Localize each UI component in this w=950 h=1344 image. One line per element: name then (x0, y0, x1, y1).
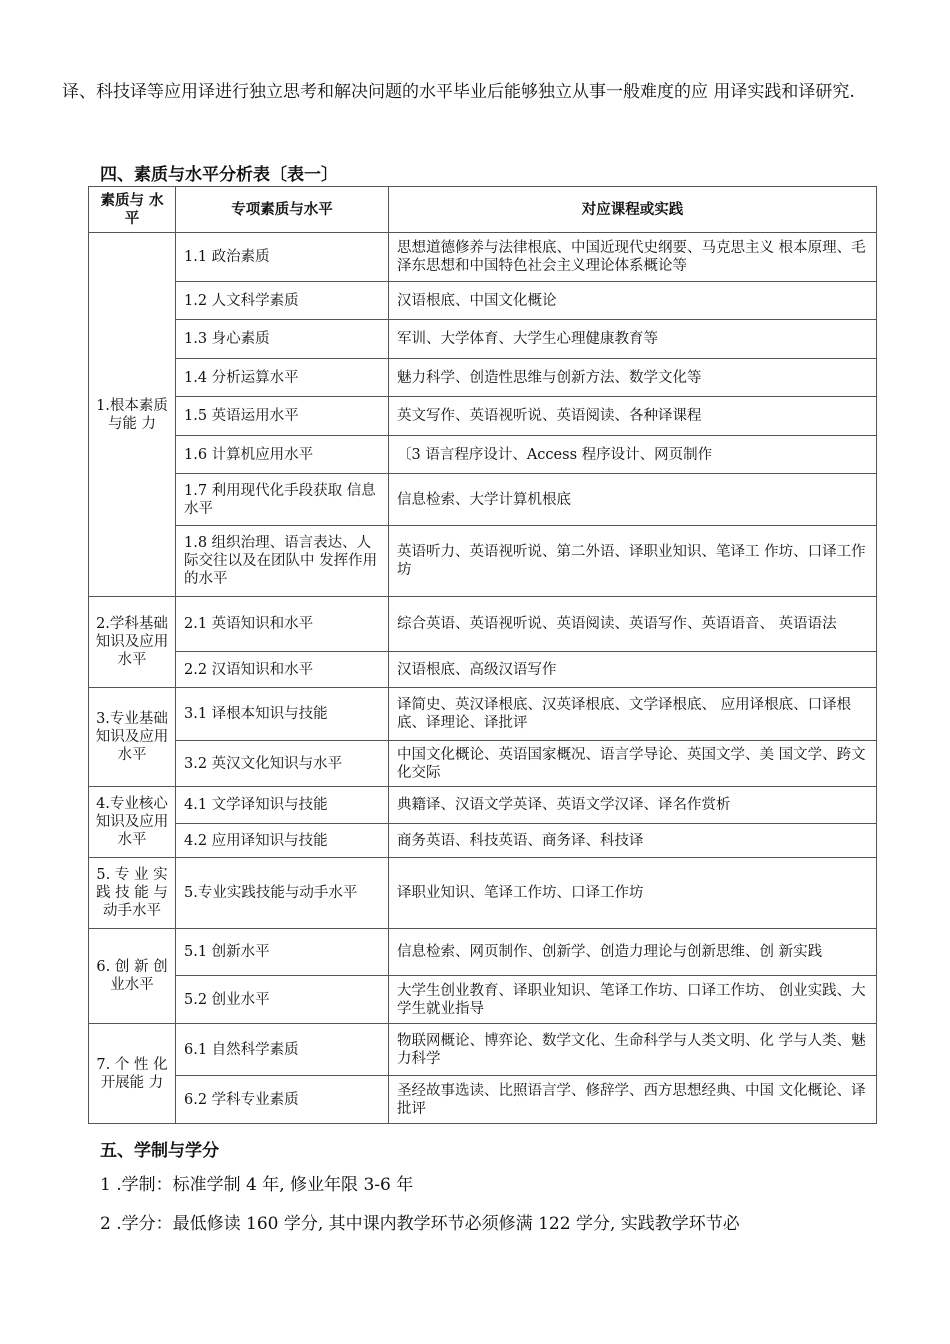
sub-quality-cell: 1.3 身心素质 (176, 320, 389, 359)
sub-quality-cell: 1.5 英语运用水平 (176, 397, 389, 436)
course-cell: 〔3 语言程序设计、Access 程序设计、网页制作 (389, 436, 877, 474)
table-row (89, 688, 877, 741)
course-cell: 译职业知识、笔译工作坊、口译工作坊 (389, 858, 877, 929)
course-cell: 英文写作、英语视听说、英语阅读、各种译课程 (389, 397, 877, 436)
sub-quality-cell: 2.2 汉语知识和水平 (176, 652, 389, 688)
sub-quality-cell: 2.1 英语知识和水平 (176, 597, 389, 652)
table-row (89, 976, 877, 1024)
course-cell: 典籍译、汉语文学英译、英语文学汉译、译名作赏析 (389, 787, 877, 824)
sub-quality-cell: 5.专业实践技能与动手水平 (176, 858, 389, 929)
sub-quality-cell: 1.2 人文科学素质 (176, 282, 389, 320)
credits-line: 2 .学分：最低修读 160 学分, 其中课内教学环节必须修满 122 学分, 实践教学环节必 (100, 1214, 740, 1234)
table-row (89, 526, 877, 597)
table-row (89, 929, 877, 976)
sub-quality-cell: 3.1 译根本知识与技能 (176, 688, 389, 741)
header-courses: 对应课程或实践 (389, 187, 877, 233)
category-cell: 1.根本素质与能 力 (89, 233, 176, 597)
course-cell: 思想道德修养与法律根底、中国近现代史纲要、马克思主义 根本原理、毛泽东思想和中国特色社会主义理论体系概论等 (389, 233, 877, 282)
table-row (89, 858, 877, 929)
intro-paragraph: 译、科技译等应用译进行独立思考和解决问题的水平毕业后能够独立从事一般难度的应 用译实践和译研究. (62, 82, 855, 102)
table-header-row (89, 187, 877, 233)
table-row (89, 282, 877, 320)
course-cell: 信息检索、大学计算机根底 (389, 474, 877, 526)
sub-quality-cell: 1.7 利用现代化手段获取 信息水平 (176, 474, 389, 526)
table-row (89, 1024, 877, 1076)
sub-quality-cell: 5.1 创新水平 (176, 929, 389, 976)
sub-quality-cell: 1.1 政治素质 (176, 233, 389, 282)
section-5-heading: 五、学制与学分 (100, 1141, 219, 1161)
table-row (89, 436, 877, 474)
course-cell: 物联网概论、博弈论、数学文化、生命科学与人类文明、化 学与人类、魅力科学 (389, 1024, 877, 1076)
sub-quality-cell: 6.1 自然科学素质 (176, 1024, 389, 1076)
course-cell: 圣经故事选读、比照语言学、修辞学、西方思想经典、中国 文化概论、译批评 (389, 1076, 877, 1124)
course-cell: 魅力科学、创造性思维与创新方法、数学文化等 (389, 359, 877, 397)
section-4-heading: 四、素质与水平分析表〔表一〕 (100, 165, 338, 185)
sub-quality-cell: 3.2 英汉文化知识与水平 (176, 741, 389, 787)
category-cell: 6. 创 新 创 业水平 (89, 929, 176, 1024)
category-cell: 5. 专 业 实 践 技 能 与 动手水平 (89, 858, 176, 929)
table-row (89, 652, 877, 688)
category-cell: 3.专业基础知识及应用水平 (89, 688, 176, 787)
sub-quality-cell: 1.4 分析运算水平 (176, 359, 389, 397)
sub-quality-cell: 1.6 计算机应用水平 (176, 436, 389, 474)
table-row (89, 397, 877, 436)
category-cell: 4.专业核心知识及应用水平 (89, 787, 176, 858)
course-cell: 汉语根底、中国文化概论 (389, 282, 877, 320)
sub-quality-cell: 5.2 创业水平 (176, 976, 389, 1024)
table-row (89, 320, 877, 359)
table-row (89, 474, 877, 526)
table-row (89, 359, 877, 397)
sub-quality-cell: 4.2 应用译知识与技能 (176, 824, 389, 858)
course-cell: 汉语根底、高级汉语写作 (389, 652, 877, 688)
course-cell: 大学生创业教育、译职业知识、笔译工作坊、口译工作坊、 创业实践、大学生就业指导 (389, 976, 877, 1024)
course-cell: 中国文化概论、英语国家概况、语言学导论、英国文学、美 国文学、跨文化交际 (389, 741, 877, 787)
quality-analysis-table (88, 186, 877, 1124)
table-row (89, 824, 877, 858)
course-cell: 信息检索、网页制作、创新学、创造力理论与创新思维、创 新实践 (389, 929, 877, 976)
table-row (89, 1076, 877, 1124)
table-row (89, 233, 877, 282)
sub-quality-cell: 1.8 组织治理、语言表达、人际交往以及在团队中 发挥作用的水平 (176, 526, 389, 597)
duration-line: 1 .学制：标准学制 4 年, 修业年限 3-6 年 (100, 1175, 414, 1195)
category-cell: 2.学科基础知识及应用水平 (89, 597, 176, 688)
table-row (89, 787, 877, 824)
course-cell: 商务英语、科技英语、商务译、科技译 (389, 824, 877, 858)
table-row (89, 741, 877, 787)
category-cell: 7. 个 性 化 开展能 力 (89, 1024, 176, 1124)
table-row (89, 597, 877, 652)
sub-quality-cell: 4.1 文学译知识与技能 (176, 787, 389, 824)
header-sub-quality: 专项素质与水平 (176, 187, 389, 233)
sub-quality-cell: 6.2 学科专业素质 (176, 1076, 389, 1124)
course-cell: 军训、大学体育、大学生心理健康教育等 (389, 320, 877, 359)
header-category: 素质与 水平 (89, 187, 176, 233)
course-cell: 综合英语、英语视听说、英语阅读、英语写作、英语语音、 英语语法 (389, 597, 877, 652)
course-cell: 英语听力、英语视听说、第二外语、译职业知识、笔译工 作坊、口译工作坊 (389, 526, 877, 597)
course-cell: 译简史、英汉译根底、汉英译根底、文学译根底、 应用译根底、口译根底、译理论、译批评 (389, 688, 877, 741)
